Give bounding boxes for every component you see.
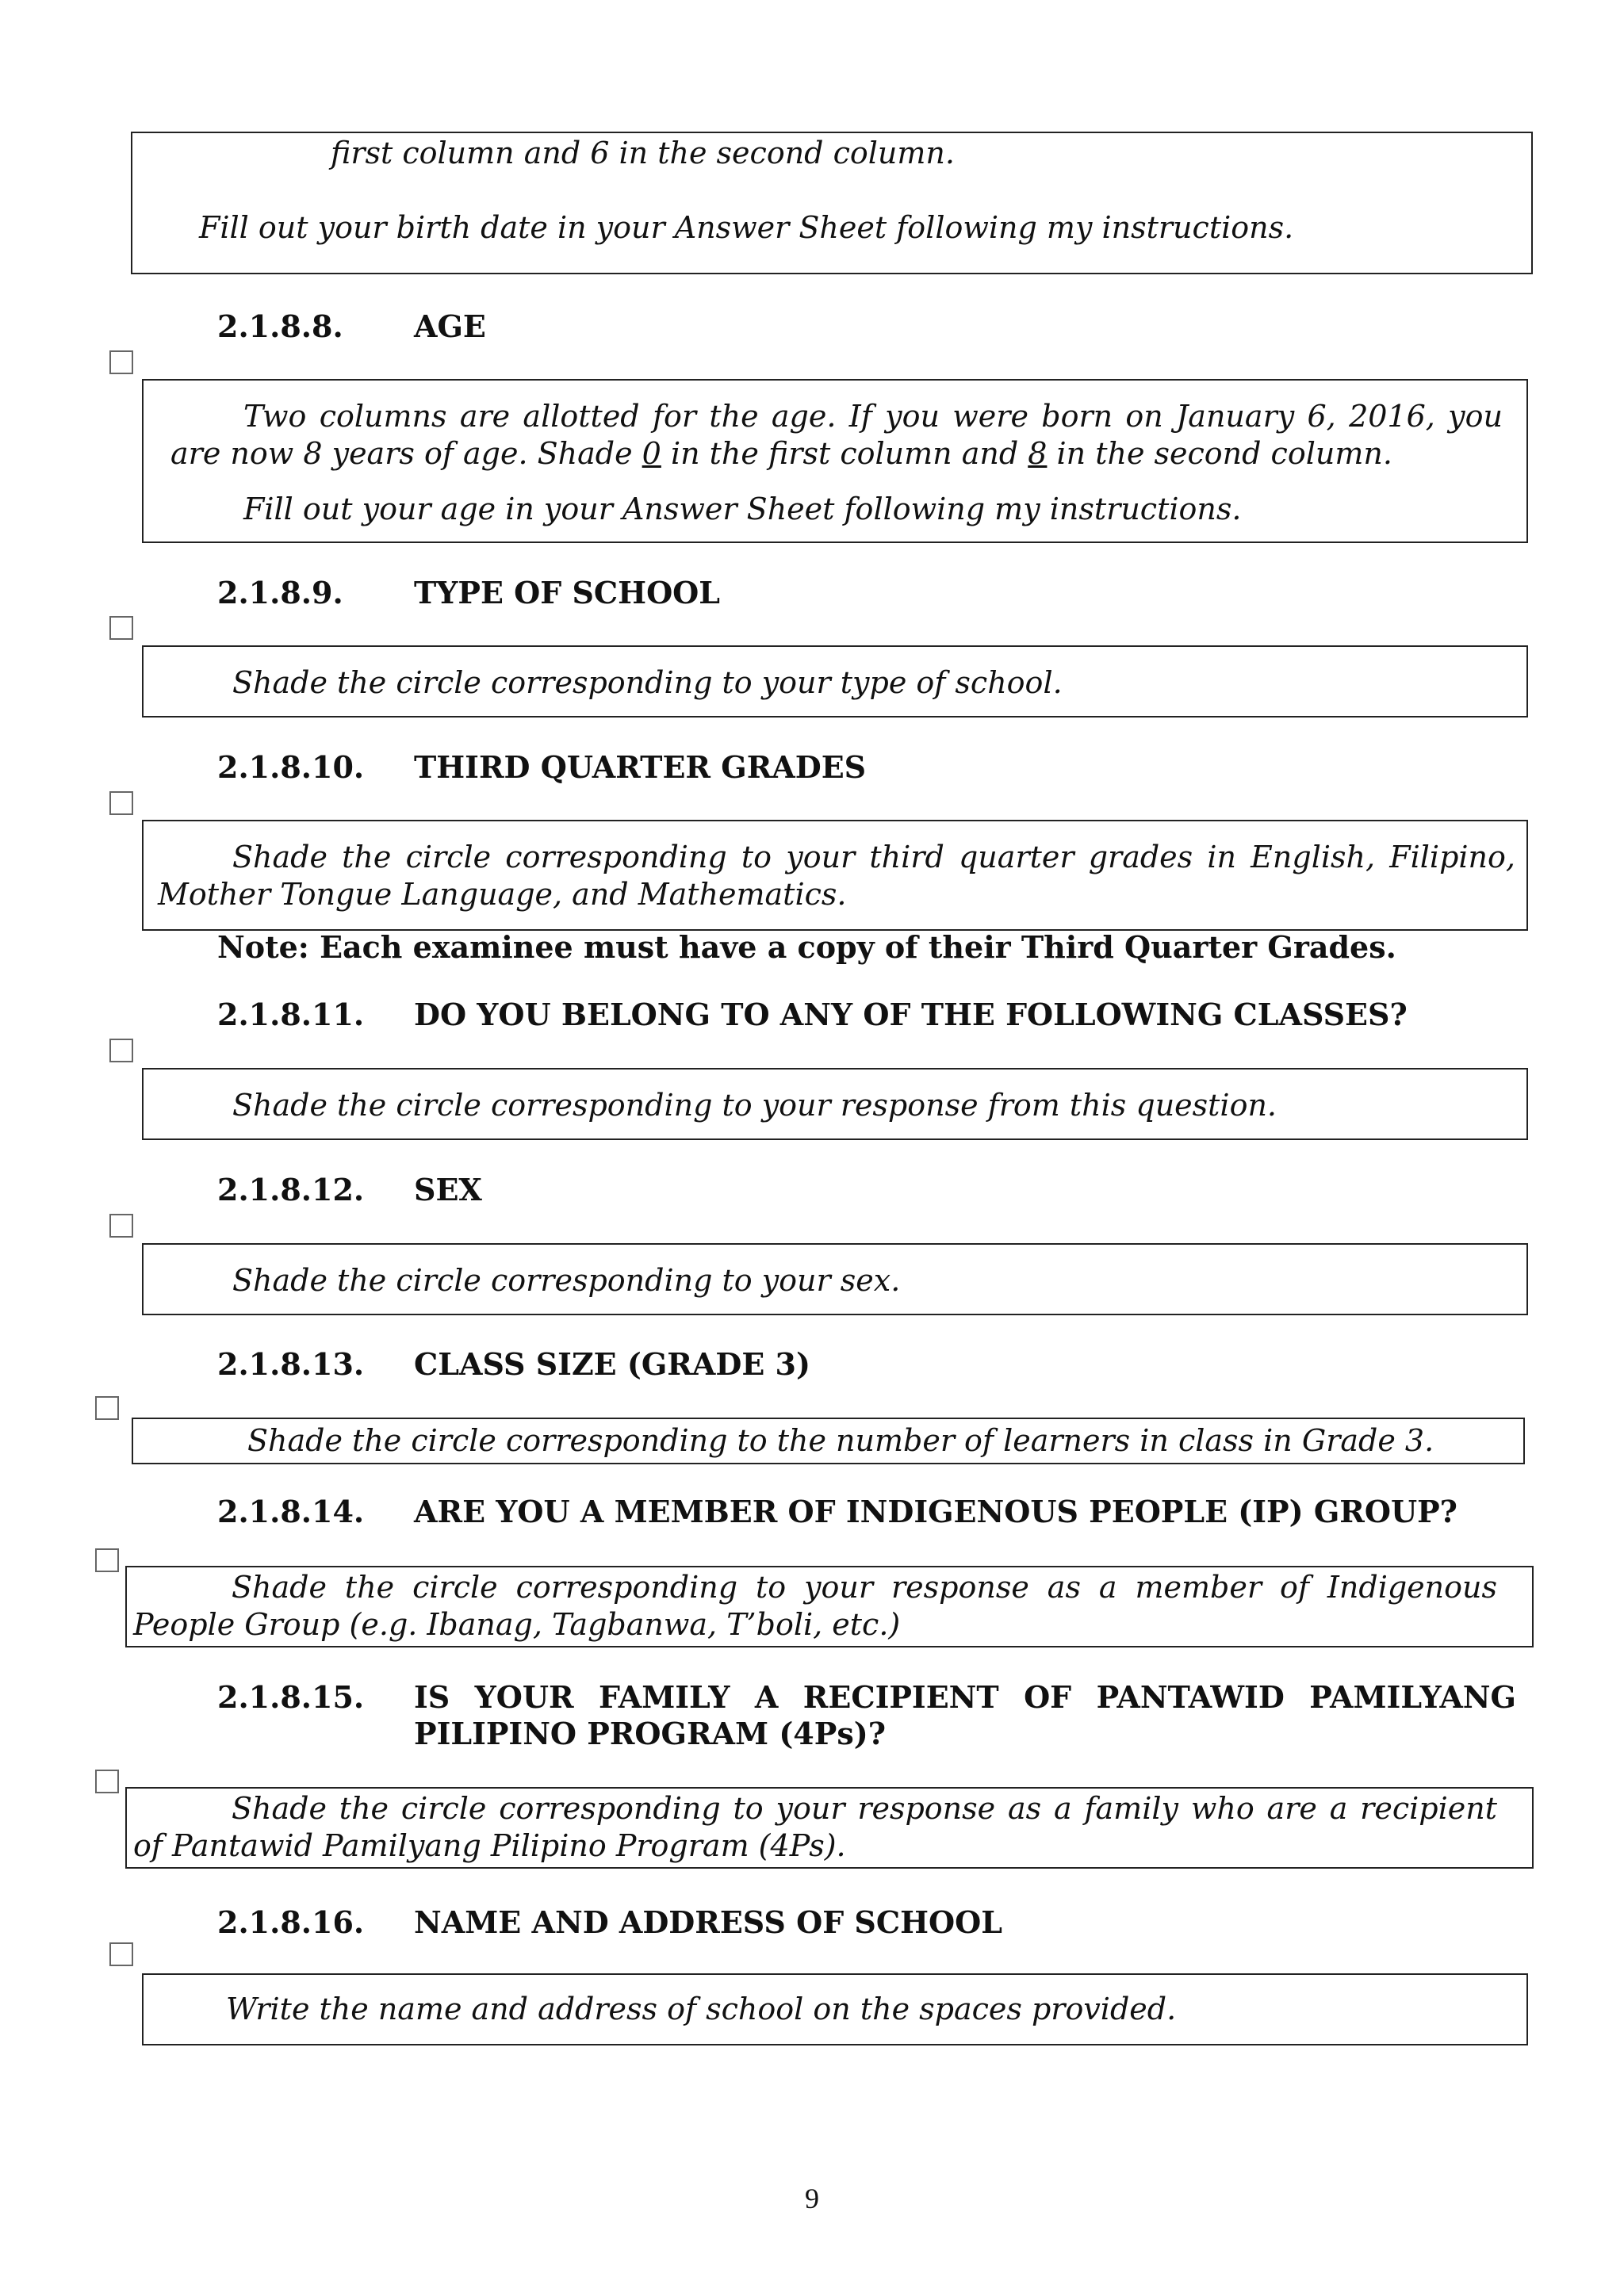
- section-title: AGE: [414, 308, 486, 344]
- 4ps-instruction-box: [125, 1787, 1534, 1869]
- checkbox-classes[interactable]: [109, 1039, 133, 1062]
- age-text-b: in the first column and: [661, 436, 1028, 471]
- checkbox-type-of-school[interactable]: [109, 616, 133, 640]
- checkbox-4ps[interactable]: [95, 1770, 119, 1793]
- ip-group-instruction-box: [125, 1566, 1534, 1647]
- school-instruction: Write the name and address of school on the spaces provided.: [226, 1992, 1177, 2026]
- section-number: 2.1.8.13.: [217, 1346, 365, 1382]
- section-title: IS YOUR FAMILY A RECIPIENT OF PANTAWID PAMILYANG PILIPINO PROGRAM (4Ps)?: [414, 1679, 1516, 1751]
- section-title: DO YOU BELONG TO ANY OF THE FOLLOWING CLASSES?: [414, 997, 1408, 1032]
- grades-instruction-box: [142, 820, 1528, 931]
- section-number: 2.1.8.16.: [217, 1904, 365, 1940]
- age-instruction-line-2: Fill out your age in your Answer Sheet following my instructions.: [243, 492, 1242, 526]
- section-title: TYPE OF SCHOOL: [414, 575, 720, 610]
- checkbox-third-quarter-grades[interactable]: [109, 791, 133, 815]
- birthdate-instruction-box: [131, 132, 1533, 274]
- checkbox-class-size[interactable]: [95, 1396, 119, 1420]
- school-instruction-box: [142, 1973, 1528, 2045]
- page-number: 9: [805, 2183, 819, 2214]
- checkbox-school-name[interactable]: [109, 1942, 133, 1966]
- sex-instruction-box: [142, 1243, 1528, 1315]
- checkbox-age[interactable]: [109, 350, 133, 374]
- classes-instruction: Shade the circle corresponding to your response from this question.: [232, 1088, 1277, 1123]
- type-of-school-instruction-box: [142, 645, 1528, 718]
- age-text-a: Two columns are allotted for the age. If you were born on January 6, 2016, you are now 8 years of age. Shade: [170, 399, 1503, 471]
- section-title: ARE YOU A MEMBER OF INDIGENOUS PEOPLE (IP) GROUP?: [414, 1494, 1457, 1529]
- type-of-school-instruction: Shade the circle corresponding to your type of school.: [232, 665, 1063, 700]
- age-digit-second: 8: [1028, 436, 1048, 471]
- grades-note: Note: Each examinee must have a copy of their Third Quarter Grades.: [217, 929, 1396, 965]
- age-instruction-box: [142, 379, 1528, 543]
- age-text-c: in the second column.: [1047, 436, 1392, 471]
- section-number: 2.1.8.15.: [217, 1679, 365, 1715]
- age-digit-first: 0: [642, 436, 661, 471]
- section-number: 2.1.8.8.: [217, 308, 343, 344]
- section-title: THIRD QUARTER GRADES: [414, 749, 867, 785]
- section-title: SEX: [414, 1172, 482, 1207]
- section-title: CLASS SIZE (GRADE 3): [414, 1346, 810, 1382]
- 4ps-instruction: Shade the circle corresponding to your response as a family who are a recipient of Pantawid Pamilyang Pilipino Program (4Ps).: [133, 1791, 1497, 1863]
- classes-instruction-box: [142, 1068, 1528, 1140]
- class-size-instruction-box: [132, 1418, 1525, 1464]
- checkbox-ip-group[interactable]: [95, 1548, 119, 1572]
- birthdate-instruction-line-1: first column and 6 in the second column.: [331, 136, 955, 170]
- sex-instruction: Shade the circle corresponding to your sex.: [232, 1263, 901, 1298]
- grades-instruction: Shade the circle corresponding to your third quarter grades in English, Filipino, Mother Tongue Language, and Mathematics.: [158, 840, 1515, 912]
- class-size-instruction: Shade the circle corresponding to the number of learners in class in Grade 3.: [247, 1423, 1434, 1458]
- ip-group-instruction: Shade the circle corresponding to your response as a member of Indigenous People Group (e.g. Ibanag, Tagbanwa, T’boli, etc.): [133, 1570, 1497, 1642]
- section-number: 2.1.8.12.: [217, 1172, 365, 1207]
- checkbox-sex[interactable]: [109, 1214, 133, 1238]
- section-number: 2.1.8.11.: [217, 997, 365, 1032]
- age-instruction-text: [170, 398, 1503, 473]
- section-number: 2.1.8.14.: [217, 1494, 365, 1529]
- birthdate-instruction-line-2: Fill out your birth date in your Answer Sheet following my instructions.: [199, 210, 1294, 245]
- section-title: NAME AND ADDRESS OF SCHOOL: [414, 1904, 1002, 1940]
- section-number: 2.1.8.9.: [217, 575, 343, 610]
- section-number: 2.1.8.10.: [217, 749, 365, 785]
